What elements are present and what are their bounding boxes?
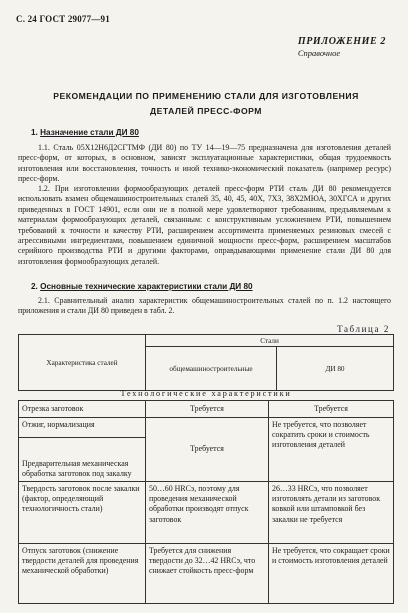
appendix-title: ПРИЛОЖЕНИЕ 2 (297, 36, 386, 47)
table-row (19, 401, 394, 418)
section-1-title: Назначение стали ДИ 80 (40, 128, 139, 137)
di80-value: 26…33 HRCэ, что позволяет изготовлять детали из заготовок ковкой или штамповкой без закалки не требуется (269, 482, 394, 544)
section-2-heading (31, 282, 253, 291)
row-label: Предварительная механическая обработка заготовок под закалку (19, 438, 146, 482)
table-label: Таблица 2 (337, 324, 390, 334)
section-2-number: 2. (31, 282, 38, 291)
di80-value: Не требуется, что сокращает сроки и стоимость изготовления деталей (269, 544, 394, 604)
appendix-block (298, 36, 386, 58)
section-2-title: Основные технические характеристики стали ДИ 80 (40, 282, 253, 291)
row-label: Твердость заготовок после закалки (фактор, определяющий технологичность стали) (19, 482, 146, 544)
di80-value: Не требуется, что позволяет сократить сроки и стоимость изготовления деталей (269, 418, 394, 482)
table-header (18, 334, 394, 391)
row-label: Отжиг, нормализация (19, 418, 146, 438)
table-row (19, 418, 394, 438)
di80-value: Требуется (269, 401, 394, 418)
paragraph-1-2: 1.2. При изготовлении формообразующих деталей пресс-форм РТИ сталь ДИ 80 рекомендуется использовать взамен общемашиностроительных сталей 35, 40, 45, 40Х, 7Х3, 38Х2МЮА, 30ХГСА и других приведенных в ГОСТ 14901, если они не в полной мере удовлетворяют требованиям, предъявляемым к материалам формообразующих деталей, связанным: с конструктивным усложнением РТИ, повышением требований к точности и качеству РТИ, расширением ассортимента применяемых резиновых смесей с агрессивными ингредиентами, повышением единичной мощности пресс-форм, расширением масштабов серийного производства РТИ и другими факторами, оправдывающими применение стали ДИ 80 для изготовления формообразующих деталей. (18, 184, 391, 266)
paragraph-2-1: 2.1. Сравнительный анализ характеристик общемашиностроительных сталей по п. 1.2 настоящего приложения и стали ДИ 80 приведен в табл. 2. (18, 296, 391, 316)
tech-characteristics-title: Технологические характеристики (120, 389, 292, 398)
header-characteristic: Характеристика сталей (19, 335, 146, 391)
header-steels: Стали (146, 335, 394, 347)
row-label: Отрезка заготовок (19, 401, 146, 418)
header-di80: ДИ 80 (277, 347, 394, 391)
appendix-subtitle: Справочное (297, 48, 341, 58)
section-1-number: 1. (31, 128, 38, 137)
title-line-1: РЕКОМЕНДАЦИИ ПО ПРИМЕНЕНИЮ СТАЛИ ДЛЯ ИЗГОТОВЛЕНИЯ (53, 91, 359, 101)
table-row (19, 482, 394, 544)
general-value: 50…60 HRCэ, поэтому для проведения механической обработки производят отпуск заготовок (146, 482, 269, 544)
title-line-2: ДЕТАЛЕЙ ПРЕСС-ФОРМ (150, 106, 262, 116)
characteristics-table (18, 400, 394, 604)
paragraph-1-1: 1.1. Сталь 05Х12Н6Д2СГТМФ (ДИ 80) по ТУ 14—19—75 предназначена для изготовления деталей пресс-форм, от которых, в основном, зависят эксплуатационные характеристики, общая трудоемкость изготовления или восстановления, точность и иной технико-экономический показатель (например ресурс) пресс-форм. (18, 143, 391, 184)
row-label: Отпуск заготовок (снижение твердости деталей для проведения механической обработки) (19, 544, 146, 604)
header-general-steels: общемашиностроительные (146, 347, 277, 391)
general-value: Требуется (146, 401, 269, 418)
section-1-heading (31, 128, 139, 137)
table-row (19, 544, 394, 604)
general-value: Требуется для снижения твердости до 32…42 HRCэ, что снижает стойкость пресс-форм (146, 544, 269, 604)
general-value: Требуется (146, 418, 269, 482)
page-header: С. 24 ГОСТ 29077—91 (16, 14, 110, 24)
document-title (18, 89, 394, 119)
